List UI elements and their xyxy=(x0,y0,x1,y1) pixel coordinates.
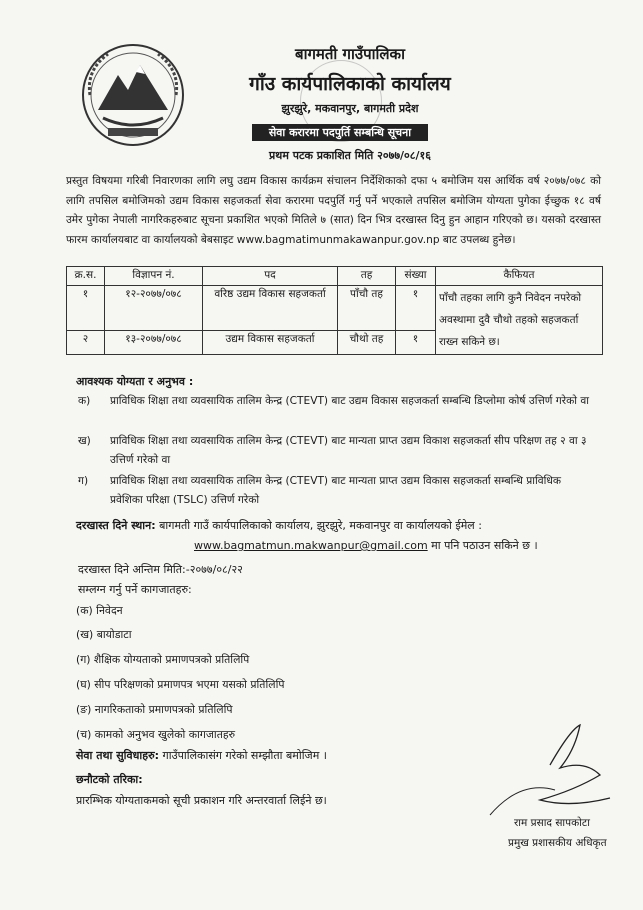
cell-count: १ xyxy=(396,286,436,331)
submission-place xyxy=(76,518,596,533)
email-link[interactable]: www.bagmatmun.makwanpur@gmail.com xyxy=(194,539,428,552)
facilities-label: सेवा तथा सुविधाहरु: xyxy=(76,749,160,762)
table-row xyxy=(67,286,603,331)
municipality-name: बागमती गाउँपालिका xyxy=(295,45,405,63)
nepal-emblem-icon xyxy=(78,40,188,150)
facilities-text: गाउँपालिकासंग गरेको सम्झौता बमोजिम । xyxy=(162,749,327,762)
signatory-title: प्रमुख प्रशासकीय अधिकृत xyxy=(508,837,607,849)
signatory-name: राम प्रसाद सापकोटा xyxy=(514,817,590,829)
item-text: प्राविधिक शिक्षा तथा व्यवसायिक तालिम केन्द्र (CTEVT) बाट मान्यता प्राप्त उद्यम विकाश सहजकर्ता सीप परिक्षण तह २ वा ३ उत्तिर्ण गरेको वा xyxy=(110,435,587,466)
facilities-line xyxy=(76,748,327,763)
cell-ad-no: १२-२०७७/०७८ xyxy=(105,286,203,331)
cell-level: चौथो तह xyxy=(338,330,396,354)
cell-sn: २ xyxy=(67,330,105,354)
cell-level: पाँचौ तह xyxy=(338,286,396,331)
submission-email-line xyxy=(194,538,538,553)
col-header-count: संख्या xyxy=(396,267,436,286)
office-address: झुरझुरे, मकवानपुर, बागमती प्रदेश xyxy=(281,102,419,115)
list-item: (क) निवेदन xyxy=(76,604,123,617)
cell-post: वरिष्ठ उद्यम विकास सहजकर्ता xyxy=(203,286,338,331)
item-text: प्राविधिक शिक्षा तथा व्यवसायिक तालिम केन्द्र (CTEVT) बाट उद्यम विकास सहजकर्ता सम्बन्धि डिप्लोमा कोर्ष उत्तिर्ण गरेको वा xyxy=(110,395,589,407)
intro-paragraph: प्रस्तुत विषयमा गरिबी निवारणका लागि लघु उद्यम विकास कार्यक्रम संचालन निर्देशिकाको दफा ५ बमोजिम यस आर्थिक वर्ष २०७७/०७८ को लागि तपसिल बमोजिमको उद्यम विकास सहजकर्ता सेवा करारमा पदपुर्ति गर्नु पर्ने भएकाले तपसिल बमोजिम योग्यता पुगेका ईच्छुक १८ वर्ष उमेर पुगेका नेपाली नागरिकहरुबाट सूचना प्रकाशित भएको मितिले ७ (सात) दिन भित्र दरखास्त दिनु हुन आहान गरिएको छ। यसको दरखास्त फारम कार्यालयबाट वा कार्यालयको बेबसाइट www.bagmatimunmakawanpur.gov.np बाट उपलब्ध हुनेछ। xyxy=(66,175,601,246)
selection-heading: छनौटको तरिका: xyxy=(76,773,143,786)
vacancy-table xyxy=(66,266,603,355)
col-header-sn: क्र.स. xyxy=(67,267,105,286)
cell-post: उद्यम विकास सहजकर्ता xyxy=(203,330,338,354)
selection-text: प्रारम्भिक योग्यताकमको सूची प्रकाशन गरि अन्तरवार्ता लिईने छ। xyxy=(76,794,327,807)
cell-sn: १ xyxy=(67,286,105,331)
list-item: (ख) बायोडाटा xyxy=(76,628,132,641)
item-label: ख) xyxy=(78,435,91,447)
col-header-remark: कैफियत xyxy=(436,267,603,286)
email-suffix: मा पनि पठाउन सकिने छ । xyxy=(431,539,538,552)
submission-text: बागमती गाउँ कार्यपालिकाको कार्यालय, झुरझुरे, मकवानपुर वा कार्यालयको ईमेल : xyxy=(159,519,482,532)
item-text: प्राविधिक शिक्षा तथा व्यवसायिक तालिम केन्द्र (CTEVT) बाट मान्यता प्राप्त उद्यम विकास सहजकर्ता सम्बन्धि प्राविधिक प्रवेशिका परिक्षा (TSLC) उत्तिर्ण गरेको xyxy=(110,475,562,506)
cell-ad-no: १३-२०७७/०७८ xyxy=(105,330,203,354)
list-item: (ङ) नागरिकताको प्रमाणपत्रको प्रतिलिपि xyxy=(76,703,233,716)
list-item: (च) कामको अनुभव खुलेको कागजातहरु xyxy=(76,728,236,741)
documents-heading: सम्लग्न गर्नु पर्ने कागजातहरु: xyxy=(78,583,192,596)
col-header-ad-no: विज्ञापन नं. xyxy=(105,267,203,286)
list-item: (ग) शैक्षिक योग्यताको प्रमाणपत्रको प्रतिलिपि xyxy=(76,653,250,666)
office-name: गाँउ कार्यपालिकाको कार्यालय xyxy=(249,73,451,95)
cell-remark: पाँचौ तहका लागि कुनै निवेदन नपरेको अवस्थामा दुवै चौथो तहको सहजकर्ता राख्न सकिने छ। xyxy=(436,286,603,355)
col-header-level: तह xyxy=(338,267,396,286)
table-header-row xyxy=(67,267,603,286)
item-label: ग) xyxy=(78,475,89,487)
col-header-post: पद xyxy=(203,267,338,286)
signature-scribble-icon xyxy=(480,720,620,820)
qualification-heading: आवश्यक योग्यता र अनुभव : xyxy=(76,375,194,388)
notice-title: सेवा करारमा पदपुर्ति सम्बन्धि सूचना xyxy=(252,124,428,141)
list-item: (घ) सीप परिक्षणको प्रमाणपत्र भएमा यसको प्रतिलिपि xyxy=(76,678,285,691)
item-label: क) xyxy=(78,395,91,407)
deadline: दरखास्त दिने अन्तिम मिति:-२०७७/०८/२२ xyxy=(78,563,243,576)
submission-label: दरखास्त दिने स्थान: xyxy=(76,519,156,532)
cell-count: १ xyxy=(396,330,436,354)
publish-date: प्रथम पटक प्रकाशित मिति २०७७/०८/१६ xyxy=(269,149,431,162)
